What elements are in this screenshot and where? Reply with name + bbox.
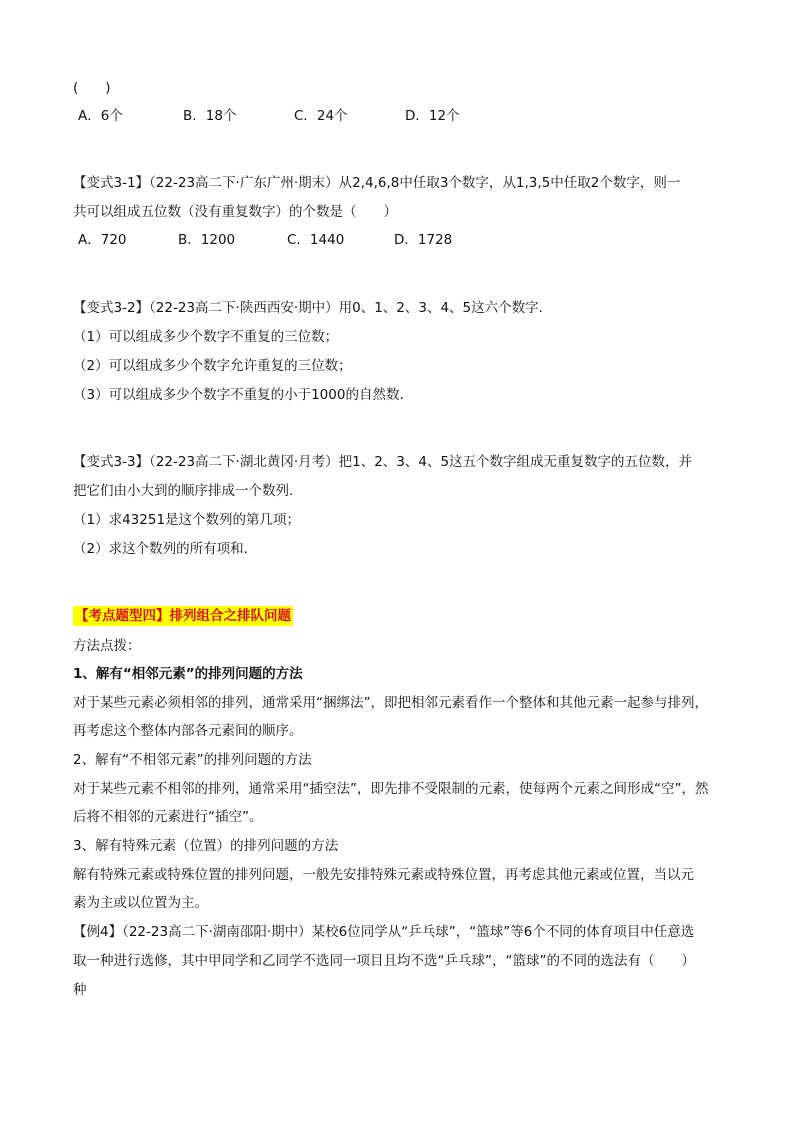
method-1-line2: 再考虑这个整体内部各元素间的顺序。 [73, 723, 303, 739]
variant-3-2-item3: （3）可以组成多少个数字不重复的小于1000的自然数. [73, 387, 404, 403]
example-4-line2: 取一种进行选修，其中甲同学和乙同学不选同一项目且均不选“乒乓球”，“篮球”的不同的选法有（ ） [73, 953, 695, 969]
option-b: B．1200 [178, 232, 236, 248]
variant-3-1-line1: 【变式3-1】（22-23高二下·广东广州·期末）从2,4,6,8中任取3个数字，从1,3,5中任取2个数字，则一 [73, 175, 681, 191]
method-3-title: 3、解有特殊元素（位置）的排列问题的方法 [73, 838, 339, 854]
option-c: C．24个 [294, 108, 348, 124]
variant-3-2-line1: 【变式3-2】（22-23高二下·陕西西安·期中）用0、1、2、3、4、5这六个数字. [73, 300, 543, 316]
variant-3-2-item1: （1）可以组成多少个数字不重复的三位数； [73, 329, 339, 345]
method-tips-label: 方法点拨： [73, 638, 141, 654]
method-3-line2: 素为主或以位置为主。 [73, 895, 208, 911]
option-c: C．1440 [287, 232, 345, 248]
option-d: D．12个 [405, 108, 460, 124]
option-a: A．720 [78, 232, 127, 248]
section-heading-label: 【考点题型四】排列组合之排队问题 [75, 608, 291, 624]
method-2-line1: 对于某些元素不相邻的排列，通常采用“插空法”，即先排不受限制的元素，使每两个元素之间形成“空”，然 [73, 781, 709, 797]
variant-3-3-item1: （1）求43251是这个数列的第几项； [73, 512, 301, 528]
method-2-title: 2、解有“不相邻元素”的排列问题的方法 [73, 752, 312, 768]
variant-3-1-line2: 共可以组成五位数（没有重复数字）的个数是（ ） [73, 204, 397, 220]
option-d: D．1728 [394, 232, 453, 248]
variant-3-3-item2: （2）求这个数列的所有项和. [73, 541, 248, 557]
variant-3-3-line1: 【变式3-3】（22-23高二下·湖北黄冈·月考）把1、2、3、4、5这五个数字组成无重复数字的五位数，并 [73, 454, 693, 470]
method-1-line1: 对于某些元素必须相邻的排列，通常采用“捆绑法”，即把相邻元素看作一个整体和其他元素一起参与排列， [73, 695, 708, 711]
example-4-line1: 【例4】（22-23高二下·湖南邵阳·期中）某校6位同学从“乒乓球”，“篮球”等6个不同的体育项目中任意选 [73, 924, 695, 940]
method-1-title: 1、解有“相邻元素”的排列问题的方法 [73, 666, 303, 682]
section-heading [73, 606, 293, 626]
option-a: A．6个 [78, 108, 123, 124]
option-b: B．18个 [183, 108, 237, 124]
question-paren: ( ) [73, 80, 111, 96]
variant-3-2-item2: （2）可以组成多少个数字允许重复的三位数； [73, 358, 352, 374]
method-3-line1: 解有特殊元素或特殊位置的排列问题，一般先安排特殊元素或特殊位置，再考虑其他元素或位置，当以元 [73, 867, 694, 883]
variant-3-3-line2: 把它们由小大到的顺序排成一个数列. [73, 483, 294, 499]
method-2-line2: 后将不相邻的元素进行“插空”。 [73, 809, 263, 825]
example-4-line3: 种 [73, 982, 87, 998]
